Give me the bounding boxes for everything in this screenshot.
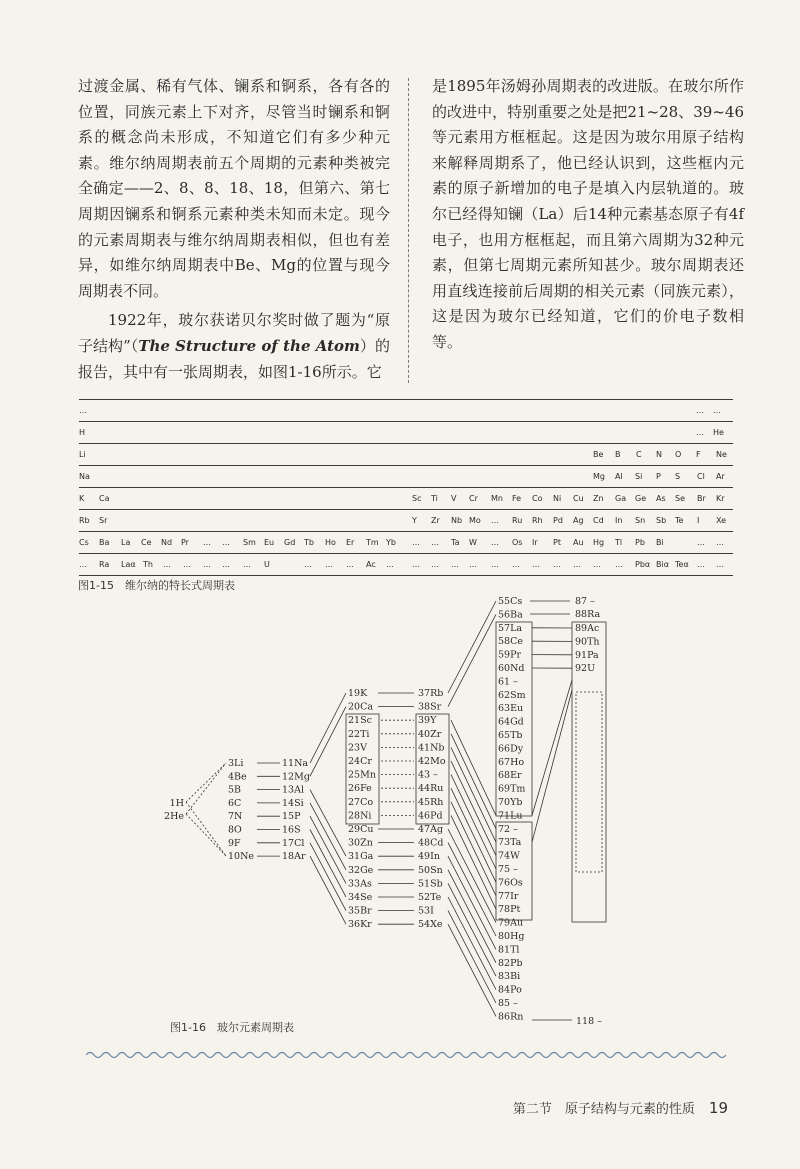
element-symbol: Nb — [451, 516, 463, 525]
element-symbol: … — [243, 560, 251, 569]
element-label: 23V — [348, 742, 367, 754]
element-symbol: Y — [412, 516, 417, 525]
paragraph-text: ）的报告，其中有一张周期表，如图1-16所示。它 — [78, 336, 390, 381]
element-label: 12Mg — [282, 771, 310, 783]
element-label: 28Ni — [348, 810, 372, 822]
element-symbol: In — [615, 516, 623, 525]
element-symbol: U — [264, 560, 270, 569]
element-label: 17Cl — [282, 837, 305, 849]
element-symbol: … — [491, 516, 499, 525]
element-symbol: Xe — [716, 516, 727, 525]
element-label: 35Br — [348, 905, 372, 917]
bracket-box — [576, 692, 602, 872]
element-label: 70Yb — [498, 797, 523, 808]
element-label: 81Tl — [498, 944, 520, 956]
element-symbol: … — [512, 560, 520, 569]
element-symbol: … — [412, 560, 420, 569]
element-symbol: Pb — [635, 538, 645, 547]
element-label: 118 – — [576, 1016, 602, 1027]
element-symbol: W — [469, 538, 477, 547]
element-symbol: Sc — [412, 494, 422, 503]
connector-line — [186, 814, 226, 856]
wavy-divider — [86, 1049, 726, 1061]
element-label: 61 – — [498, 676, 518, 688]
connector-line — [448, 614, 496, 706]
element-symbol: Ce — [141, 538, 152, 547]
element-symbol: Be — [593, 450, 604, 459]
connector-line — [451, 747, 496, 842]
connector-line — [448, 883, 496, 976]
element-symbol: H — [79, 428, 86, 437]
page-footer — [513, 1098, 728, 1117]
element-symbol: … — [386, 560, 394, 569]
element-label: 18Ar — [282, 851, 306, 863]
element-symbol: Cl — [697, 472, 705, 481]
element-symbol: Gd — [284, 538, 296, 547]
element-label: 80Hg — [498, 931, 525, 942]
element-symbol: As — [656, 494, 666, 503]
element-symbol: … — [593, 560, 601, 569]
element-label: 14Si — [282, 797, 304, 809]
element-label: 65Tb — [498, 730, 523, 741]
element-label: 6C — [228, 797, 242, 809]
element-symbol: … — [222, 538, 230, 547]
element-symbol: Laα — [121, 560, 136, 569]
element-symbol: Rh — [532, 516, 543, 525]
element-symbol: … — [203, 538, 211, 547]
connector-line — [532, 680, 572, 815]
figure-caption: 图1-15 维尔纳的特长式周期表 — [78, 579, 235, 592]
paragraph: 是1895年汤姆孙周期表的改进版。在玻尔所作的改进中，特别重要之处是把21~28、39~46等元素用方框框起。这是因为玻尔用原子结构来解释周期系了，他已经认识到，这些框内元素的原子新增加的电子是填入内层轨道的。玻尔已经得知镧（La）后14种元素基态原子有4f电子，也用方框框起，而且第六周期为32种元素，但第七周期元素所知甚少。玻尔周期表还用直线连接前后周期的相关元素（同族元素），这是因为玻尔已经知道，它们的价电子数相等。 — [432, 77, 744, 351]
element-symbol: Tm — [366, 538, 379, 547]
element-symbol: Cu — [573, 494, 584, 503]
element-symbol: … — [222, 560, 230, 569]
element-label: 92U — [575, 663, 596, 675]
element-symbol: Pt — [553, 538, 561, 547]
element-symbol: Ho — [325, 538, 336, 547]
element-label: 34Se — [348, 892, 373, 903]
element-symbol: … — [325, 560, 333, 569]
connector-line — [448, 843, 496, 936]
element-symbol: Sm — [243, 538, 256, 547]
element-label: 82Pb — [498, 957, 523, 969]
element-symbol: … — [553, 560, 561, 569]
element-label: 53I — [418, 905, 434, 917]
element-label: 69Tm — [498, 783, 526, 795]
connector-line — [451, 761, 496, 856]
element-symbol: Ac — [366, 560, 376, 569]
element-label: 31Ga — [348, 851, 374, 863]
element-symbol: Ar — [716, 472, 725, 481]
element-label: 52Te — [418, 892, 442, 903]
element-label: 57La — [498, 622, 523, 634]
connector-line — [310, 816, 346, 883]
element-label: 64Gd — [498, 716, 524, 728]
element-symbol: Ca — [99, 494, 110, 503]
element-symbol: … — [716, 560, 724, 569]
element-label: 67Ho — [498, 756, 525, 768]
element-symbol: … — [431, 538, 439, 547]
element-label: 44Ru — [418, 783, 444, 795]
element-symbol: Cr — [469, 494, 478, 503]
connector-line — [448, 911, 496, 1003]
element-symbol: … — [615, 560, 623, 569]
element-label: 4Be — [228, 771, 247, 783]
element-label: 39Y — [418, 715, 437, 727]
element-label: 51Sb — [418, 878, 443, 890]
element-symbol: Ne — [716, 450, 727, 459]
element-symbol: Eu — [264, 538, 275, 547]
element-symbol: … — [431, 560, 439, 569]
element-label: 15P — [282, 811, 301, 823]
element-symbol: … — [304, 560, 312, 569]
element-label: 85 – — [498, 998, 518, 1009]
element-label: 60Nd — [498, 663, 525, 674]
element-symbol: … — [491, 560, 499, 569]
element-symbol: Mn — [491, 494, 503, 503]
connector-line — [310, 830, 346, 898]
element-symbol: Zn — [593, 494, 604, 503]
element-symbol: Tl — [615, 538, 623, 547]
element-label: 47Ag — [418, 824, 444, 835]
element-symbol: Sr — [99, 516, 108, 525]
element-symbol: C — [636, 450, 642, 459]
element-label: 68Er — [498, 770, 522, 782]
element-symbol: Al — [615, 472, 623, 481]
element-symbol: Pr — [181, 538, 189, 547]
element-label: 84Po — [498, 984, 522, 996]
element-symbol: Ge — [635, 494, 647, 503]
element-symbol: … — [697, 560, 705, 569]
element-symbol: … — [183, 560, 191, 569]
element-symbol: … — [532, 560, 540, 569]
element-symbol: … — [696, 428, 704, 437]
element-symbol: Cs — [79, 538, 89, 547]
element-symbol: Pd — [553, 516, 563, 525]
element-label: 71Lu — [498, 810, 523, 822]
element-label: 2He — [164, 811, 184, 822]
connector-line — [186, 763, 226, 802]
element-label: 79Au — [498, 917, 524, 929]
element-label: 5B — [228, 784, 242, 796]
element-symbol: Er — [346, 538, 355, 547]
book-title: The Structure of the Atom — [138, 336, 360, 355]
element-label: 75 – — [498, 864, 518, 875]
element-symbol: F — [696, 450, 701, 459]
element-label: 78Pt — [498, 904, 521, 916]
element-symbol: Biα — [656, 560, 669, 569]
element-symbol: Ta — [451, 538, 460, 547]
element-symbol: P — [656, 472, 661, 481]
element-label: 9F — [228, 837, 241, 849]
element-symbol: Hg — [593, 538, 605, 547]
element-label: 29Cu — [348, 824, 374, 835]
element-symbol: N — [656, 450, 662, 459]
connector-line — [451, 788, 496, 882]
element-symbol: Ga — [615, 494, 627, 503]
element-symbol: Na — [79, 472, 90, 481]
element-symbol: K — [79, 494, 85, 503]
element-label: 90Th — [575, 636, 600, 648]
element-label: 76Os — [498, 877, 523, 889]
element-label: 36Kr — [348, 919, 372, 931]
element-label: 41Nb — [418, 742, 445, 754]
element-symbol: … — [412, 538, 420, 547]
element-symbol: Teα — [675, 560, 689, 569]
element-label: 55Cs — [498, 596, 523, 607]
element-symbol: Tb — [304, 538, 314, 547]
element-symbol: Zr — [431, 516, 440, 525]
element-symbol: Os — [512, 538, 523, 547]
element-label: 62Sm — [498, 689, 526, 701]
element-symbol: V — [451, 494, 457, 503]
connector-line — [448, 924, 496, 1016]
element-label: 27Co — [348, 796, 374, 808]
figure-caption: 图1-16 玻尔元素周期表 — [170, 1021, 294, 1034]
element-symbol: … — [469, 560, 477, 569]
element-symbol: O — [675, 450, 682, 459]
element-symbol: … — [713, 406, 721, 415]
paragraph-text: 1922年，玻尔获诺贝尔奖时做了题为“原子结构”（ — [78, 311, 390, 355]
element-symbol: Pbα — [635, 560, 651, 569]
paragraph: 过渡金属、稀有气体、镧系和锕系，各有各的位置，同族元素上下对齐，尽管当时镧系和锕系的概念尚未形成，不知道它们有多少种元素。维尔纳周期表前五个周期的元素种类被完全确定——2、8、8、18、18，但第六、第七周期因镧系和锕系元素种类未知而未定。现今的元素周期表与维尔纳周期表相似，但也有差异，如维尔纳周期表中Be、Mg的位置与现今周期表不同。 — [78, 77, 390, 300]
element-symbol: I — [697, 516, 700, 525]
element-symbol: S — [675, 472, 681, 481]
element-symbol: … — [346, 560, 354, 569]
element-label: 20Ca — [348, 701, 374, 713]
element-symbol: … — [697, 538, 705, 547]
element-symbol: … — [451, 560, 459, 569]
element-symbol: Li — [79, 450, 86, 459]
element-symbol: Cd — [593, 516, 604, 525]
element-symbol: Sb — [656, 516, 667, 525]
section-title: 第二节 原子结构与元素的性质 — [512, 1102, 695, 1117]
connector-line — [448, 897, 496, 990]
element-symbol: Bi — [656, 538, 664, 547]
element-label: 87 – — [575, 596, 595, 607]
element-symbol: Yb — [386, 538, 396, 547]
element-symbol: … — [79, 406, 87, 415]
element-symbol: … — [716, 538, 724, 547]
element-symbol: Mg — [593, 472, 605, 481]
element-label: 33As — [348, 878, 372, 890]
connector-line — [310, 843, 346, 911]
element-label: 63Eu — [498, 703, 524, 715]
element-label: 22Ti — [348, 728, 370, 740]
element-label: 89Ac — [575, 623, 600, 634]
connector-line — [448, 829, 496, 923]
element-label: 86Rn — [498, 1011, 524, 1023]
element-label: 50Sn — [418, 864, 443, 876]
connector-line — [448, 856, 496, 949]
element-label: 32Ge — [348, 864, 374, 876]
connector-line — [448, 601, 496, 693]
element-symbol: Ti — [431, 494, 438, 503]
element-symbol: Te — [675, 516, 684, 525]
element-label: 10Ne — [228, 851, 255, 863]
element-symbol: Se — [675, 494, 685, 503]
element-symbol: He — [713, 428, 724, 437]
element-label: 74W — [498, 850, 520, 862]
connector-line — [451, 720, 496, 815]
element-label: 16S — [282, 824, 301, 836]
element-label: 66Dy — [498, 743, 524, 755]
element-symbol: Rb — [79, 516, 90, 525]
element-symbol: Si — [635, 472, 643, 481]
element-symbol: … — [163, 560, 171, 569]
element-symbol: Fe — [512, 494, 522, 503]
element-symbol: Kr — [716, 494, 725, 503]
connector-line — [310, 707, 346, 777]
element-symbol: Ag — [573, 516, 584, 525]
element-label: 72 – — [498, 823, 518, 835]
element-symbol: Sn — [635, 516, 646, 525]
element-label: 56Ba — [498, 609, 523, 621]
element-label: 26Fe — [348, 783, 372, 795]
element-symbol: Au — [573, 538, 584, 547]
connector-line — [310, 803, 346, 870]
connector-line — [310, 693, 346, 763]
element-symbol: … — [203, 560, 211, 569]
element-label: 48Cd — [418, 837, 444, 849]
element-label: 24Cr — [348, 756, 372, 767]
element-label: 46Pd — [418, 810, 443, 822]
element-symbol: Th — [143, 560, 153, 569]
element-label: 59Pr — [498, 649, 522, 661]
element-label: 19K — [348, 688, 368, 699]
element-label: 11Na — [282, 758, 309, 769]
element-label: 40Zr — [418, 728, 442, 740]
element-label: 77Ir — [498, 890, 519, 902]
connector-line — [451, 734, 496, 829]
element-label: 8O — [228, 824, 242, 836]
element-label: 1H — [169, 798, 184, 809]
connector-line — [310, 790, 346, 857]
element-label: 49In — [418, 851, 440, 863]
element-symbol: Ni — [553, 494, 562, 503]
connector-line — [451, 775, 496, 869]
element-label: 37Rb — [418, 688, 444, 699]
element-label: 83Bi — [498, 971, 521, 983]
element-label: 7N — [228, 811, 243, 823]
element-symbol: La — [121, 538, 131, 547]
connector-line — [186, 802, 226, 856]
page-number: 19 — [708, 1099, 728, 1117]
element-label: 42Mo — [418, 756, 446, 767]
element-symbol: Ra — [99, 560, 110, 569]
connector-line — [186, 763, 226, 814]
element-symbol: … — [696, 406, 704, 415]
connector-line — [448, 870, 496, 963]
element-label: 88Ra — [575, 609, 601, 620]
element-symbol: Ba — [99, 538, 110, 547]
element-symbol: Br — [697, 494, 706, 503]
element-label: 58Ce — [498, 636, 523, 648]
element-symbol: … — [79, 560, 87, 569]
element-symbol: Mo — [469, 516, 481, 525]
element-label: 21Sc — [348, 715, 372, 727]
element-label: 3Li — [228, 758, 244, 769]
element-label: 91Pa — [575, 649, 599, 661]
element-label: 30Zn — [348, 837, 373, 849]
connector-line — [310, 856, 346, 924]
element-symbol: B — [615, 450, 621, 459]
element-label: 38Sr — [418, 701, 442, 713]
element-symbol: … — [573, 560, 581, 569]
element-label: 54Xe — [418, 919, 443, 931]
element-label: 73Ta — [498, 837, 522, 849]
connector-line — [532, 690, 572, 842]
element-symbol: … — [491, 538, 499, 547]
element-label: 25Mn — [348, 769, 376, 781]
element-symbol: Ir — [532, 538, 538, 547]
element-label: 45Rh — [418, 796, 444, 808]
element-symbol: Co — [532, 494, 543, 503]
element-symbol: Ru — [512, 516, 523, 525]
element-label: 13Al — [282, 784, 304, 796]
element-symbol: Nd — [161, 538, 173, 547]
element-label: 43 – — [418, 769, 438, 781]
